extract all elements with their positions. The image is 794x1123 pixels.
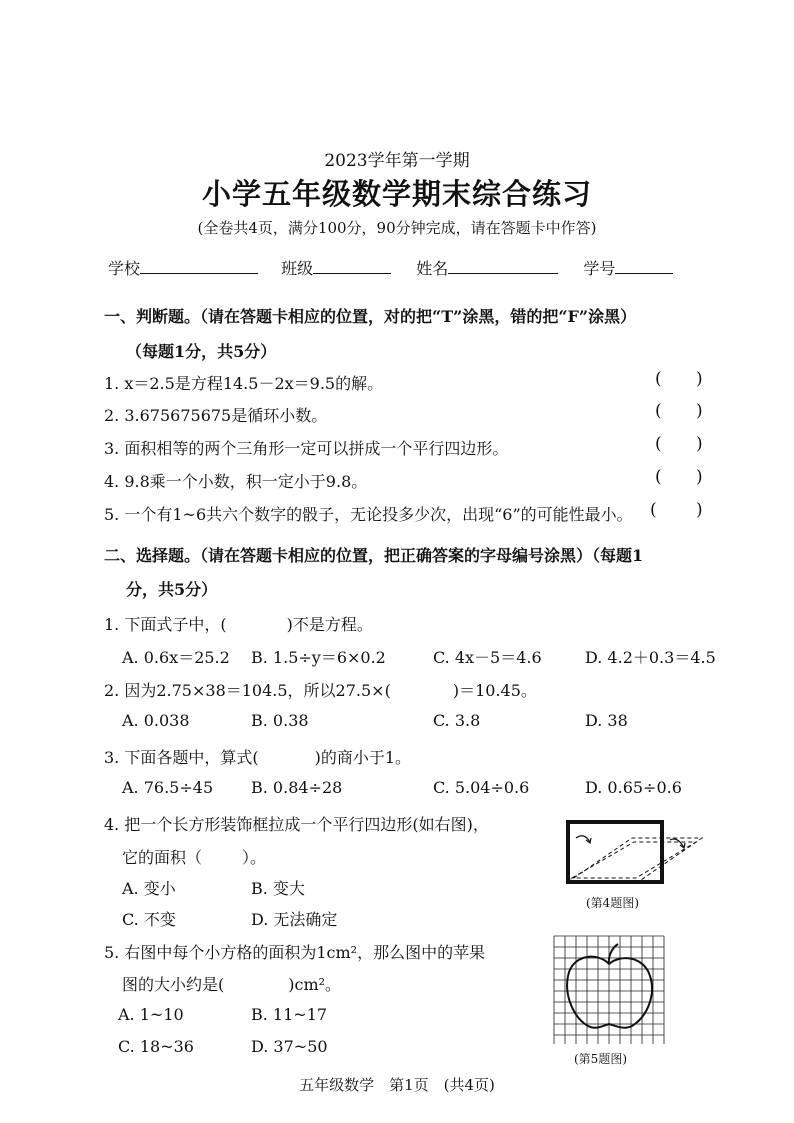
exam-note: (全卷共4页，满分100分，90分钟完成，请在答题卡中作答) (197, 219, 597, 237)
judge-item-1: 1. x＝2.5是方程14.5－2x＝9.5的解。 (104, 374, 384, 393)
q4-figure-caption: (第4题图) (586, 896, 639, 910)
choice-q4-stem-2: 它的面积（ ）。 (122, 848, 267, 867)
page-footer: 五年级数学 第1页 (共4页) (299, 1076, 495, 1094)
q2-option-b[interactable]: B. 0.38 (251, 711, 309, 730)
answer-paren-close-2: ) (696, 401, 703, 421)
judge-item-4: 4. 9.8乘一个小数，积一定小于9.8。 (104, 472, 368, 491)
q4-option-c[interactable]: C. 不变 (122, 910, 176, 929)
q2-option-a[interactable]: A. 0.038 (122, 711, 190, 730)
apple-outline (567, 957, 652, 1028)
q1-option-c[interactable]: C. 4x－5＝4.6 (433, 648, 542, 667)
q5-option-b[interactable]: B. 11~17 (251, 1005, 328, 1024)
section2-points: 分，共5分） (126, 580, 218, 599)
name-blank[interactable] (448, 259, 558, 274)
answer-paren-open-4: ( (655, 467, 662, 487)
q3-option-c[interactable]: C. 5.04÷0.6 (433, 778, 530, 797)
section1-points: （每题1分，共5分） (126, 342, 277, 361)
choice-q5-stem: 5. 右图中每个小方格的面积为1cm²，那么图中的苹果 (104, 943, 486, 962)
number-blank[interactable] (615, 259, 673, 274)
q3-option-d[interactable]: D. 0.65÷0.6 (585, 778, 682, 797)
answer-paren-open-2: ( (655, 401, 662, 421)
answer-paren-close-1: ) (696, 369, 703, 389)
q1-option-d[interactable]: D. 4.2＋0.3＝4.5 (585, 648, 716, 667)
answer-paren-close-5: ) (696, 500, 703, 520)
school-blank[interactable] (140, 259, 258, 274)
section2-heading: 二、选择题。（请在答题卡相应的位置，把正确答案的字母编号涂黑）（每题1 (104, 546, 644, 565)
q4-option-a[interactable]: A. 变小 (122, 879, 176, 898)
judge-item-3: 3. 面积相等的两个三角形一定可以拼成一个平行四边形。 (104, 439, 509, 458)
q1-option-a[interactable]: A. 0.6x＝25.2 (122, 648, 230, 667)
judge-item-5: 5. 一个有1~6共六个数字的骰子，无论投多少次，出现“6”的可能性最小。 (104, 505, 633, 524)
choice-q4-stem: 4. 把一个长方形装饰框拉成一个平行四边形(如右图)， (104, 815, 489, 834)
q2-option-c[interactable]: C. 3.8 (433, 711, 481, 730)
info-line (108, 256, 673, 279)
q1-option-b[interactable]: B. 1.5÷y＝6×0.2 (251, 648, 386, 667)
answer-paren-close-4: ) (696, 467, 703, 487)
q5-option-d[interactable]: D. 37~50 (251, 1037, 328, 1056)
answer-paren-open-5: ( (650, 500, 657, 520)
judge-item-2: 2. 3.675675675是循环小数。 (104, 406, 328, 425)
answer-paren-open-3: ( (655, 434, 662, 454)
page-title: 小学五年级数学期末综合练习 (201, 177, 592, 211)
choice-q1-stem: 1. 下面式子中，( )不是方程。 (104, 615, 373, 634)
q4-figure (564, 818, 704, 888)
number-label: 学号 (583, 259, 616, 278)
q5-option-c[interactable]: C. 18~36 (118, 1037, 194, 1056)
q3-option-b[interactable]: B. 0.84÷28 (251, 778, 343, 797)
choice-q5-stem-2: 图的大小约是( )cm²。 (122, 975, 342, 994)
name-label: 姓名 (416, 259, 449, 278)
term-label: 2023学年第一学期 (324, 151, 470, 171)
q5-figure (552, 934, 666, 1044)
answer-paren-open-1: ( (655, 369, 662, 389)
class-blank[interactable] (313, 259, 391, 274)
q4-option-d[interactable]: D. 无法确定 (251, 910, 338, 929)
q5-figure-caption: (第5题图) (574, 1052, 627, 1066)
section1-heading: 一、判断题。（请在答题卡相应的位置，对的把“T”涂黑，错的把“F”涂黑） (104, 307, 637, 326)
class-label: 班级 (281, 259, 314, 278)
q2-option-d[interactable]: D. 38 (585, 711, 628, 730)
choice-q2-stem: 2. 因为2.75×38＝104.5，所以27.5×( )＝10.45。 (104, 681, 537, 700)
choice-q3-stem: 3. 下面各题中，算式( )的商小于1。 (104, 748, 412, 767)
q5-option-a[interactable]: A. 1~10 (118, 1005, 184, 1024)
q3-option-a[interactable]: A. 76.5÷45 (122, 778, 214, 797)
q4-option-b[interactable]: B. 变大 (251, 879, 305, 898)
school-label: 学校 (108, 259, 141, 278)
answer-paren-close-3: ) (696, 434, 703, 454)
